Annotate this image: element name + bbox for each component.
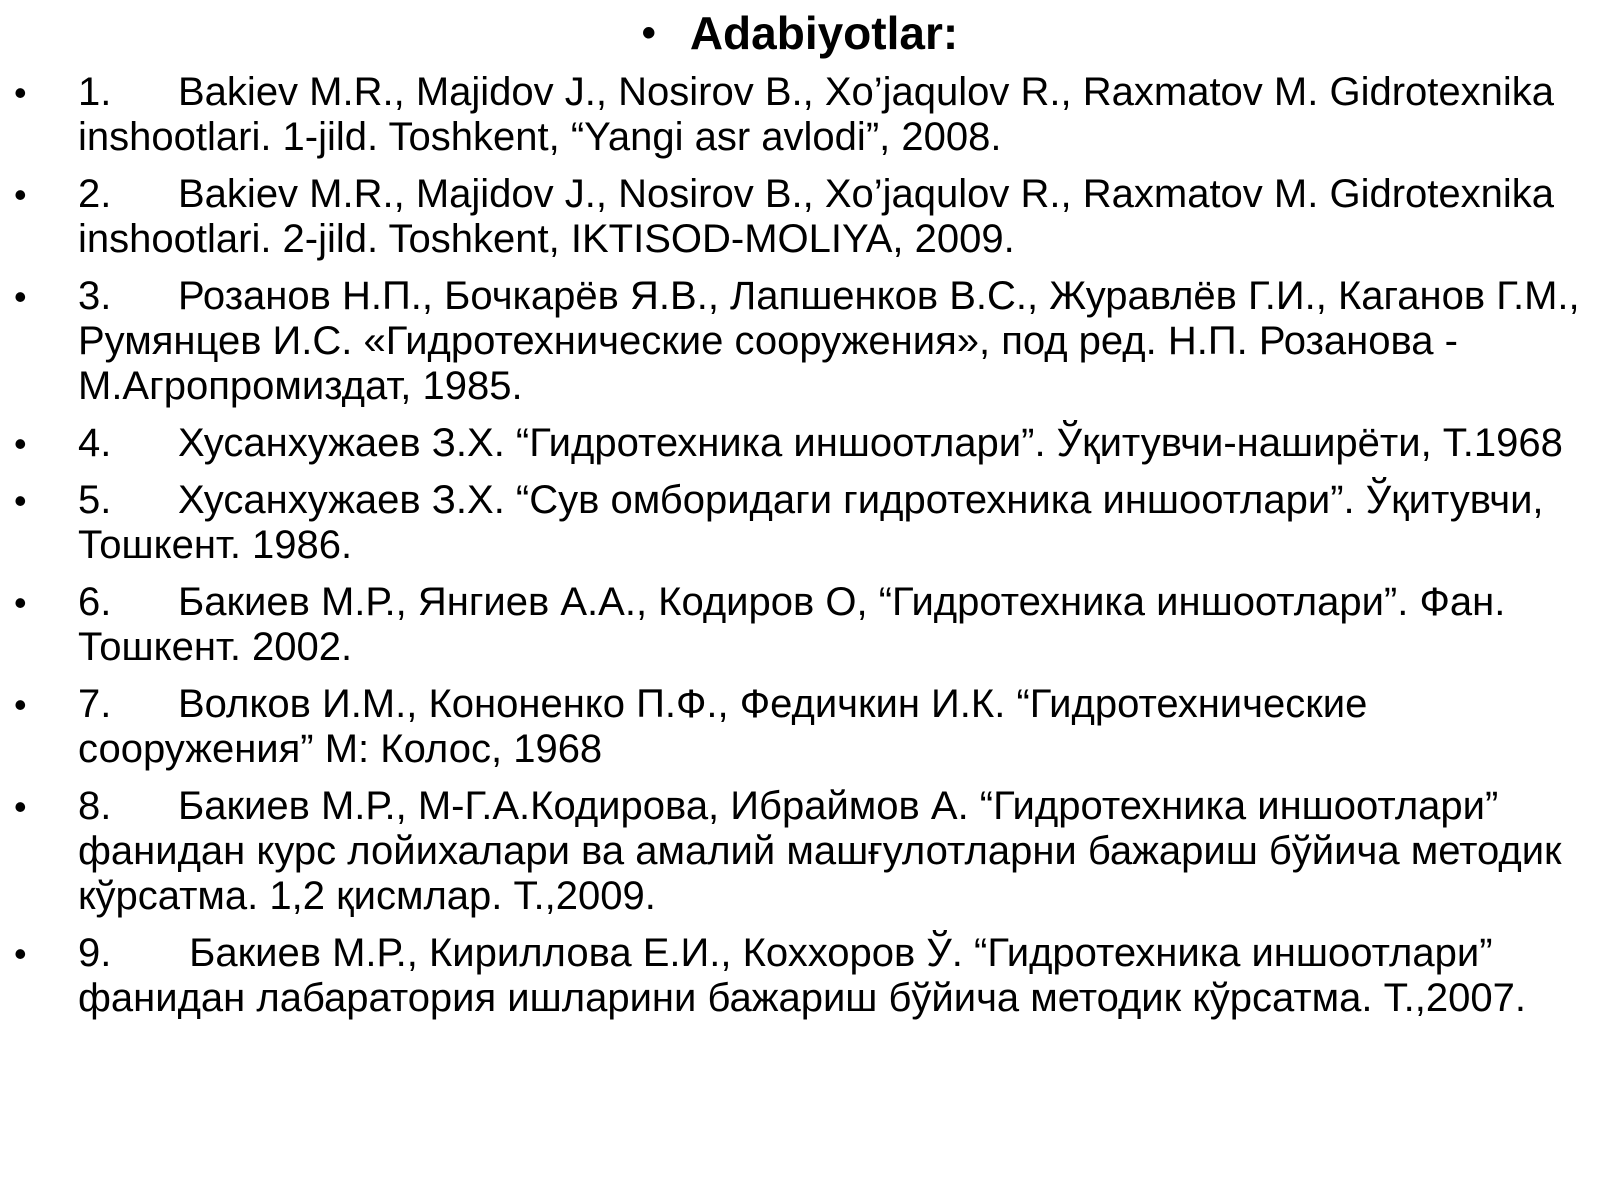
reference-list [0, 70, 1600, 1033]
reference-item-5 [0, 478, 1600, 568]
reference-text: Хусанхужаев З.Х. “Сув омборидаги гидротехника иншоотлари”. Ўқитувчи, Тошкент. 1986. [78, 478, 1544, 567]
reference-item-6 [0, 580, 1600, 670]
reference-item-8 [0, 784, 1600, 919]
bullet-icon: • [14, 423, 27, 464]
page-title: Adabiyotlar: [689, 7, 959, 59]
reference-item-1 [0, 70, 1600, 160]
bullet-icon: • [14, 174, 27, 215]
reference-text: Bakiev M.R., Majidov J., Nosirov B., Xo’jaqulov R., Raxmatov M. Gidrotexnika inshootlari. 1-jild. Toshkent, “Yangi asr avlodi”, 2008. [78, 70, 1555, 159]
reference-item-3 [0, 274, 1600, 409]
bullet-icon: • [14, 933, 27, 974]
reference-text: Бакиев М.Р., Кириллова Е.И., Коххоров Ў. “Гидротехника иншоотлари” фанидан лабаратория ишларини бажариш бўйича методик кўрсатма. Т.,2007. [78, 931, 1526, 1020]
bullet-icon: • [641, 11, 656, 55]
reference-number: 4. [78, 421, 112, 465]
reference-text: Bakiev M.R., Majidov J., Nosirov B., Xo’jaqulov R., Raxmatov M. Gidrotexnika inshootlari. 2-jild. Toshkent, IKTISOD-MOLIYA, 2009. [78, 172, 1555, 261]
bullet-icon: • [14, 480, 27, 521]
bullet-icon: • [14, 582, 27, 623]
bullet-icon: • [14, 684, 27, 725]
reference-item-4 [0, 421, 1600, 466]
title-row [0, 0, 1600, 66]
reference-number: 1. [78, 70, 112, 114]
bullet-icon: • [14, 276, 27, 317]
reference-number: 5. [78, 478, 112, 522]
reference-number: 9. [78, 931, 112, 975]
reference-number: 3. [78, 274, 112, 318]
reference-text: Розанов Н.П., Бочкарёв Я.В., Лапшенков В.С., Журавлёв Г.И., Каганов Г.М., Румянцев И.С. «Гидротехнические сооружения», под ред. Н.П. Розанова - М.Агропромиздат, 1985. [78, 274, 1580, 408]
reference-number: 8. [78, 784, 112, 828]
reference-number: 7. [78, 682, 112, 726]
reference-number: 2. [78, 172, 112, 216]
reference-item-9 [0, 931, 1600, 1021]
reference-item-2 [0, 172, 1600, 262]
reference-text: Хусанхужаев З.Х. “Гидротехника иншоотлари”. Ўқитувчи-наширёти, Т.1968 [178, 421, 1563, 465]
bullet-icon: • [14, 72, 27, 113]
reference-text: Бакиев М.Р., М-Г.А.Кодирова, Ибраймов А. “Гидротехника иншоотлари” фанидан курс лойихалари ва амалий машғулотларни бажариш бўйича методик кўрсатма. 1,2 қисмлар. Т.,2009. [78, 784, 1562, 918]
bullet-icon: • [14, 786, 27, 827]
reference-item-7 [0, 682, 1600, 772]
reference-number: 6. [78, 580, 112, 624]
reference-text: Бакиев М.Р., Янгиев А.А., Кодиров О, “Гидротехника иншоотлари”. Фан. Тошкент. 2002. [78, 580, 1506, 669]
reference-text: Волков И.М., Кононенко П.Ф., Федичкин И.К. “Гидротехнические сооружения” М: Колос, 1968 [78, 682, 1368, 771]
